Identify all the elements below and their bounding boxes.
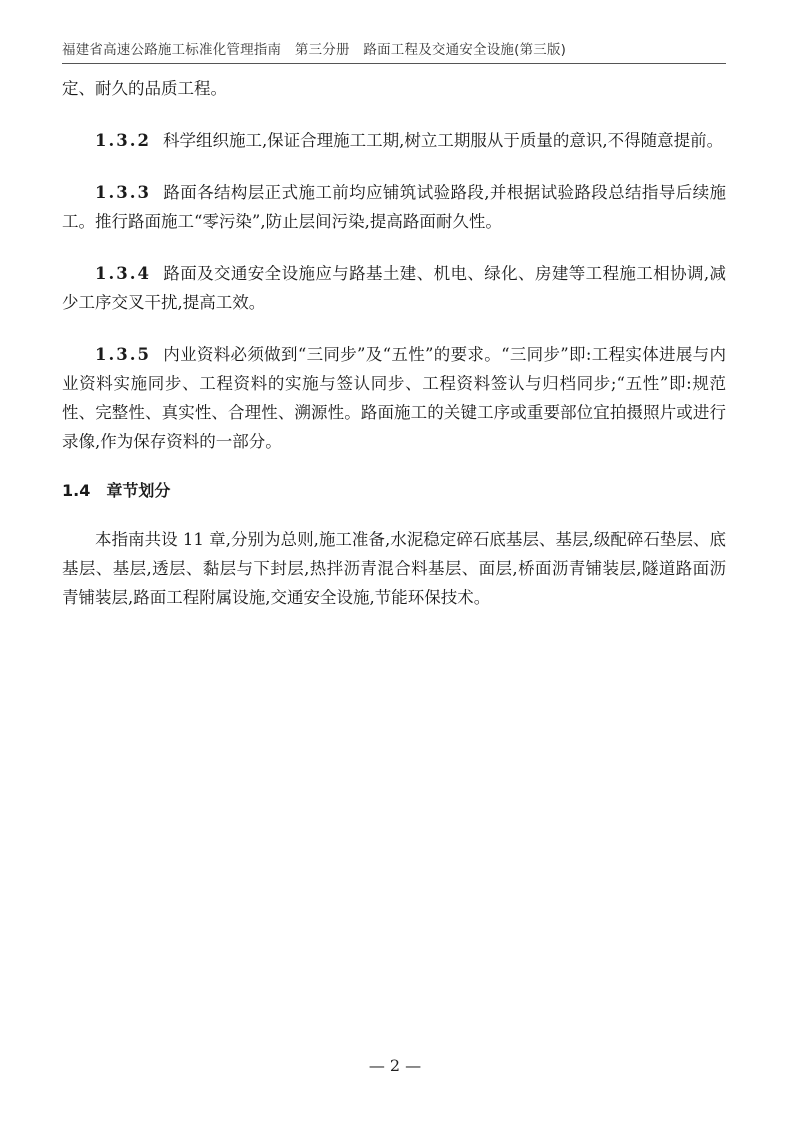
header-divider xyxy=(62,63,726,64)
clause-number: 1.3.5 xyxy=(95,345,151,364)
clause-1-3-4 xyxy=(62,259,726,317)
clause-1-3-3 xyxy=(62,178,726,236)
section-title: 章节划分 xyxy=(106,481,171,500)
continuation-paragraph: 定、耐久的品质工程。 xyxy=(62,79,227,98)
section-heading xyxy=(62,476,726,505)
section-number: 1.4 xyxy=(62,481,91,500)
clause-number: 1.3.2 xyxy=(95,131,151,150)
clause-text: 内业资料必须做到“三同步”及“五性”的要求。“三同步”即:工程实体进展与内业资料实施同步、工程资料的实施与签认同步、工程资料签认与归档同步;“五性”即:规范性、完整性、真实性、合理性、溯源性。路面施工的关键工序或重要部位宜拍摄照片或进行录像,作为保存资料的一部分。 xyxy=(62,345,726,451)
clause-text: 路面各结构层正式施工前均应铺筑试验路段,并根据试验路段总结指导后续施工。推行路面施工“零污染”,防止层间污染,提高路面耐久性。 xyxy=(62,183,726,231)
clause-text: 科学组织施工,保证合理施工工期,树立工期服从于质量的意识,不得随意提前。 xyxy=(162,131,724,150)
page-number: — 2 — xyxy=(368,1056,422,1075)
page-body xyxy=(62,74,726,612)
running-header: 福建省高速公路施工标准化管理指南 第三分册 路面工程及交通安全设施(第三版) xyxy=(62,42,567,58)
clause-number: 1.3.4 xyxy=(95,264,151,283)
clause-1-3-5 xyxy=(62,340,726,456)
clause-number: 1.3.3 xyxy=(95,183,151,202)
section-body-paragraph: 本指南共设 11 章,分别为总则,施工准备,水泥稳定碎石底基层、基层,级配碎石垫层、底基层、基层,透层、黏层与下封层,热拌沥青混合料基层、面层,桥面沥青铺装层,隧道路面沥青铺装层,路面工程附属设施,交通安全设施,节能环保技术。 xyxy=(62,530,726,607)
clause-1-3-2 xyxy=(62,126,726,155)
clause-text: 路面及交通安全设施应与路基土建、机电、绿化、房建等工程施工相协调,减少工序交叉干扰,提高工效。 xyxy=(62,264,726,312)
